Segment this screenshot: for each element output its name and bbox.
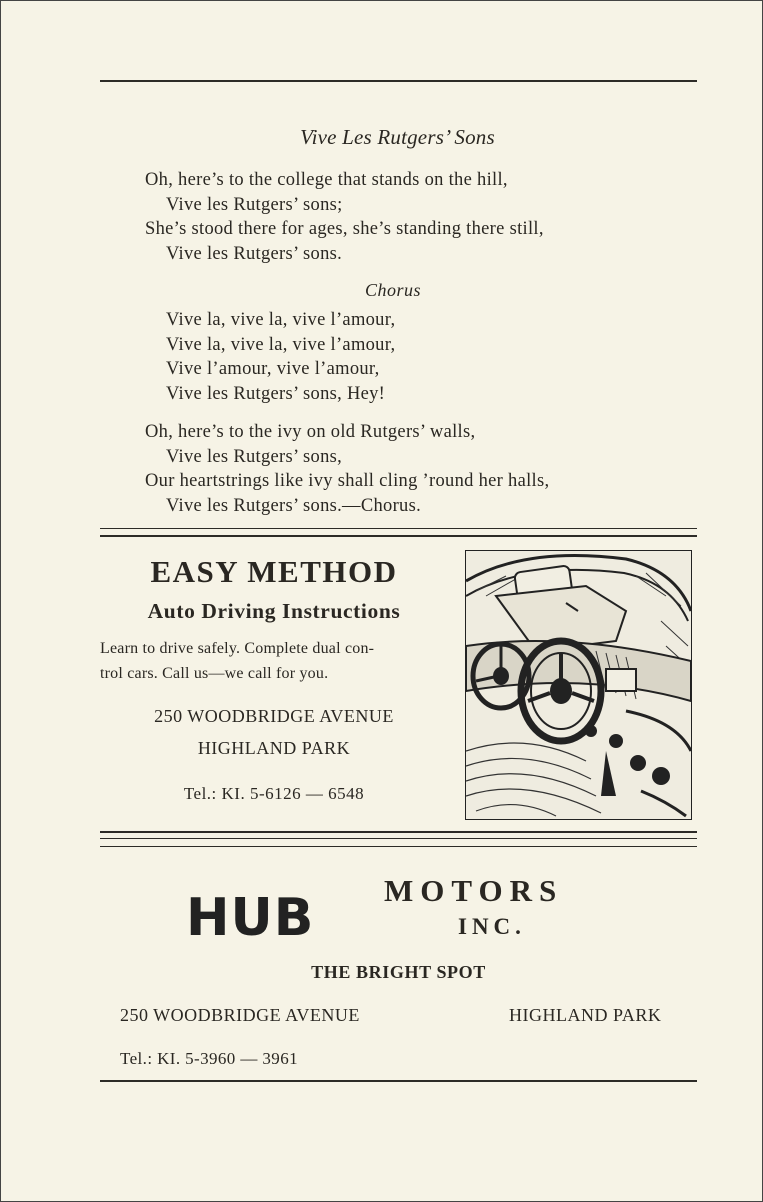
divider-rule xyxy=(100,846,697,847)
hub-logo-text: HUB xyxy=(186,888,315,948)
divider-rule xyxy=(100,831,697,833)
divider-rule xyxy=(100,528,697,529)
body-line: Learn to drive safely. Complete dual con- xyxy=(100,640,375,657)
song-title: Vive Les Rutgers’ Sons xyxy=(300,125,495,149)
top-rule xyxy=(100,80,697,82)
verse-line: She’s stood there for ages, she’s standing there still, xyxy=(145,219,544,239)
song-verse-2 xyxy=(145,420,549,518)
hub-phone: Tel.: KI. 5-3960 — 3961 xyxy=(120,1049,298,1068)
bottom-rule xyxy=(100,1080,697,1082)
chorus-line: Vive l’amour, vive l’amour, xyxy=(166,359,380,379)
verse-line: Oh, here’s to the college that stands on the hill, xyxy=(145,170,508,190)
easy-method-body xyxy=(100,637,452,686)
chorus-line: Vive la, vive la, vive l’amour, xyxy=(166,310,396,330)
inc-heading: INC. xyxy=(458,914,526,939)
song-verse-1 xyxy=(145,168,544,266)
verse-line: Vive les Rutgers’ sons, xyxy=(166,446,343,467)
car-dashboard-illustration xyxy=(465,550,692,820)
hub-tagline: THE BRIGHT SPOT xyxy=(311,962,486,982)
motors-heading: MOTORS xyxy=(384,873,564,908)
verse-line: Vive les Rutgers’ sons. xyxy=(166,243,343,264)
easy-method-city: HIGHLAND PARK xyxy=(197,738,351,758)
verse-line: Vive les Rutgers’ sons; xyxy=(166,194,343,215)
verse-line: Oh, here’s to the ivy on old Rutgers’ walls, xyxy=(145,422,476,442)
song-chorus xyxy=(166,308,395,406)
chorus-line: Vive les Rutgers’ sons, Hey! xyxy=(166,383,386,404)
hub-address: 250 WOODBRIDGE AVENUE xyxy=(120,1005,360,1025)
chorus-label: Chorus xyxy=(365,280,422,300)
body-line: trol cars. Call us—we call for you. xyxy=(100,664,329,682)
chorus-line: Vive la, vive la, vive l’amour, xyxy=(166,334,396,355)
easy-method-address: 250 WOODBRIDGE AVENUE xyxy=(154,706,394,726)
easy-method-subtitle: Auto Driving Instructions xyxy=(147,599,401,623)
verse-line: Vive les Rutgers’ sons.—Chorus. xyxy=(166,495,422,516)
easy-method-phone: Tel.: KI. 5-6126 — 6548 xyxy=(183,784,365,803)
easy-method-title: EASY METHOD xyxy=(150,554,398,589)
hub-city: HIGHLAND PARK xyxy=(509,1005,662,1025)
verse-line: Our heartstrings like ivy shall cling ’round her halls, xyxy=(145,471,550,491)
divider-rule xyxy=(100,838,697,839)
divider-rule xyxy=(100,535,697,537)
